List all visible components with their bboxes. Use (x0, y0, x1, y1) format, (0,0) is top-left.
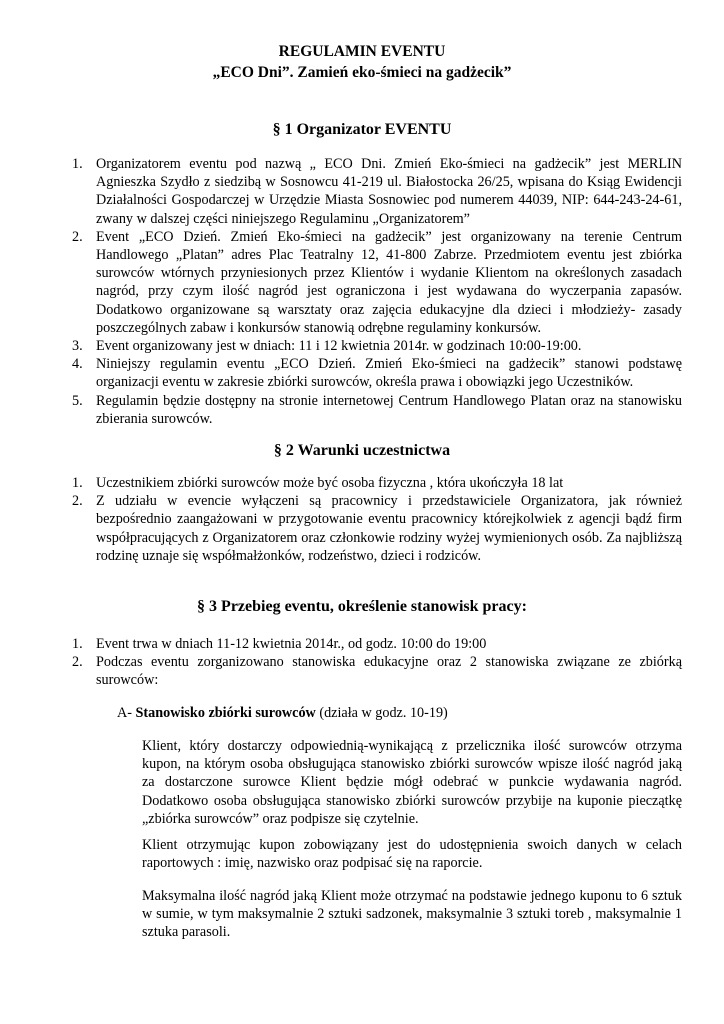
list-item-text: Event „ECO Dzień. Zmień Eko-śmieci na gadżecik” jest organizowany na terenie Centrum Handlowego „Platan” adres Plac Teatralny 12, 41-800 Zabrze. Przedmiotem eventu jest zbiórka surowców wtórnych przyniesionych przez Klientów i wydanie Klientom na określonych zasadach nagród, przy czym ilość nagród jest ograniczona i jest wydawana do wyczerpania zapasów. Dodatkowo organizowane są warsztaty oraz zajęcia edukacyjne dla dzieci i młodzieży- zasady poszczególnych zabaw i konkursów stanowią odrębne regulaminy konkursów. (96, 228, 682, 336)
subsection-a-heading (117, 704, 448, 722)
section-1-list (68, 155, 682, 428)
list-item-text: Niniejszy regulamin eventu „ECO Dzień. Zmień Eko-śmieci na gadżecik” stanowi podstawę organizacji eventu w zakresie zbiórki surowców, określa prawa i obowiązki jego Uczestników. (96, 356, 682, 391)
section-2-list (68, 474, 682, 565)
subsection-a-title: Stanowisko zbiórki surowców (135, 705, 316, 721)
list-item-number: 1. (72, 475, 83, 491)
list-item-number: 4. (72, 356, 83, 373)
paragraph-coupon-rules: Klient, który dostarczy odpowiednią-wynikającą z przelicznika ilość surowców otrzyma kupon, na którym osoba obsługująca stanowisko zbiórki surowców wpisze ilość nagród jaką za dostarczone surowce Klient będzie mógł odebrać w punkcie wydawania nagród. Dodatkowo osoba obsługująca stanowisko zbiórki surowców przybije na kuponie pieczątkę „zbiórka surowców” oraz podpisze się czytelnie. (142, 738, 682, 827)
list-item (68, 392, 682, 428)
list-item-text: Event trwa w dniach 11-12 kwietnia 2014r., od godz. 10:00 do 19:00 (96, 636, 487, 652)
list-item-text: Organizatorem eventu pod nazwą „ ECO Dni. Zmień Eko-śmieci na gadżecik” jest MERLIN Agnieszka Szydło z siedzibą w Sosnowcu 41-219 ul. Białostocka 26/25, wpisana do Ksiąg Ewidencji Działalności Gospodarczej w Urzędzie Miasta Sosnowiec pod numerem 44039, NIP: 644-243-24-61, zwany w dalszej części niniejszego Regulaminu „Organizatorem” (96, 156, 682, 227)
list-item (68, 474, 682, 492)
list-item-text: Event organizowany jest w dniach: 11 i 12 kwietnia 2014r. w godzinach 10:00-19:00. (96, 338, 582, 355)
section-2-heading: § 2 Warunki uczestnictwa (273, 442, 451, 459)
list-item-number: 2. (72, 493, 83, 510)
list-item-number: 5. (72, 392, 83, 409)
list-item (68, 635, 682, 653)
document-title-line-2: „ECO Dni”. Zamień eko-śmieci na gadżecik” (212, 64, 512, 81)
list-item-number: 3. (72, 338, 83, 355)
subsection-a-prefix: A- (117, 705, 136, 721)
list-item-text: Regulamin będzie dostępny na stronie internetowej Centrum Handlowego Platan oraz na stanowisku zbierania surowców. (96, 392, 682, 427)
paragraph-client-data: Klient otrzymując kupon zobowiązany jest do udostępnienia swoich danych w celach raportowych : imię, nazwisko oraz podpisać się na raporcie. (142, 837, 682, 872)
list-item-text: Podczas eventu zorganizowano stanowiska edukacyjne oraz 2 stanowiska związane ze zbiórką surowców: (96, 654, 682, 689)
section-1-heading: § 1 Organizator EVENTU (272, 121, 452, 138)
list-item-number: 1. (72, 156, 83, 172)
list-item-number: 2. (72, 228, 83, 245)
list-item (68, 155, 682, 228)
list-item (68, 653, 682, 689)
section-3-heading: § 3 Przebieg eventu, określenie stanowisk pracy: (197, 598, 527, 615)
list-item-number: 1. (72, 636, 83, 652)
list-item-text: Uczestnikiem zbiórki surowców może być osoba fizyczna , która ukończyła 18 lat (96, 475, 564, 491)
paragraph-max-rewards: Maksymalna ilość nagród jaką Klient może otrzymać na podstawie jednego kuponu to 6 sztuk w sumie, w tym maksymalnie 2 sztuki sadzonek, maksymalnie 3 sztuki toreb , maksymalnie 1 sztuka parasoli. (142, 888, 682, 941)
list-item (68, 355, 682, 391)
list-item-text: Z udziału w evencie wyłączeni są pracownicy i przedstawiciele Organizatora, jak również bezpośrednio zaangażowani w przygotowanie eventu pracownicy którejkolwiek z agencji bądź firm współpracujących z Organizatorem oraz członkowie rodziny wyżej wymienionych osób. Za najbliższą rodzinę uznaje się współmałżonków, rodzeństwo, dzieci i rodziców. (96, 493, 682, 564)
list-item (68, 228, 682, 337)
list-item (68, 337, 682, 355)
document-title-line-1: REGULAMIN EVENTU (278, 43, 446, 60)
list-item-number: 2. (72, 654, 83, 671)
list-item (68, 492, 682, 565)
section-3-list (68, 635, 682, 690)
subsection-a-note: (działa w godz. 10-19) (315, 705, 448, 721)
